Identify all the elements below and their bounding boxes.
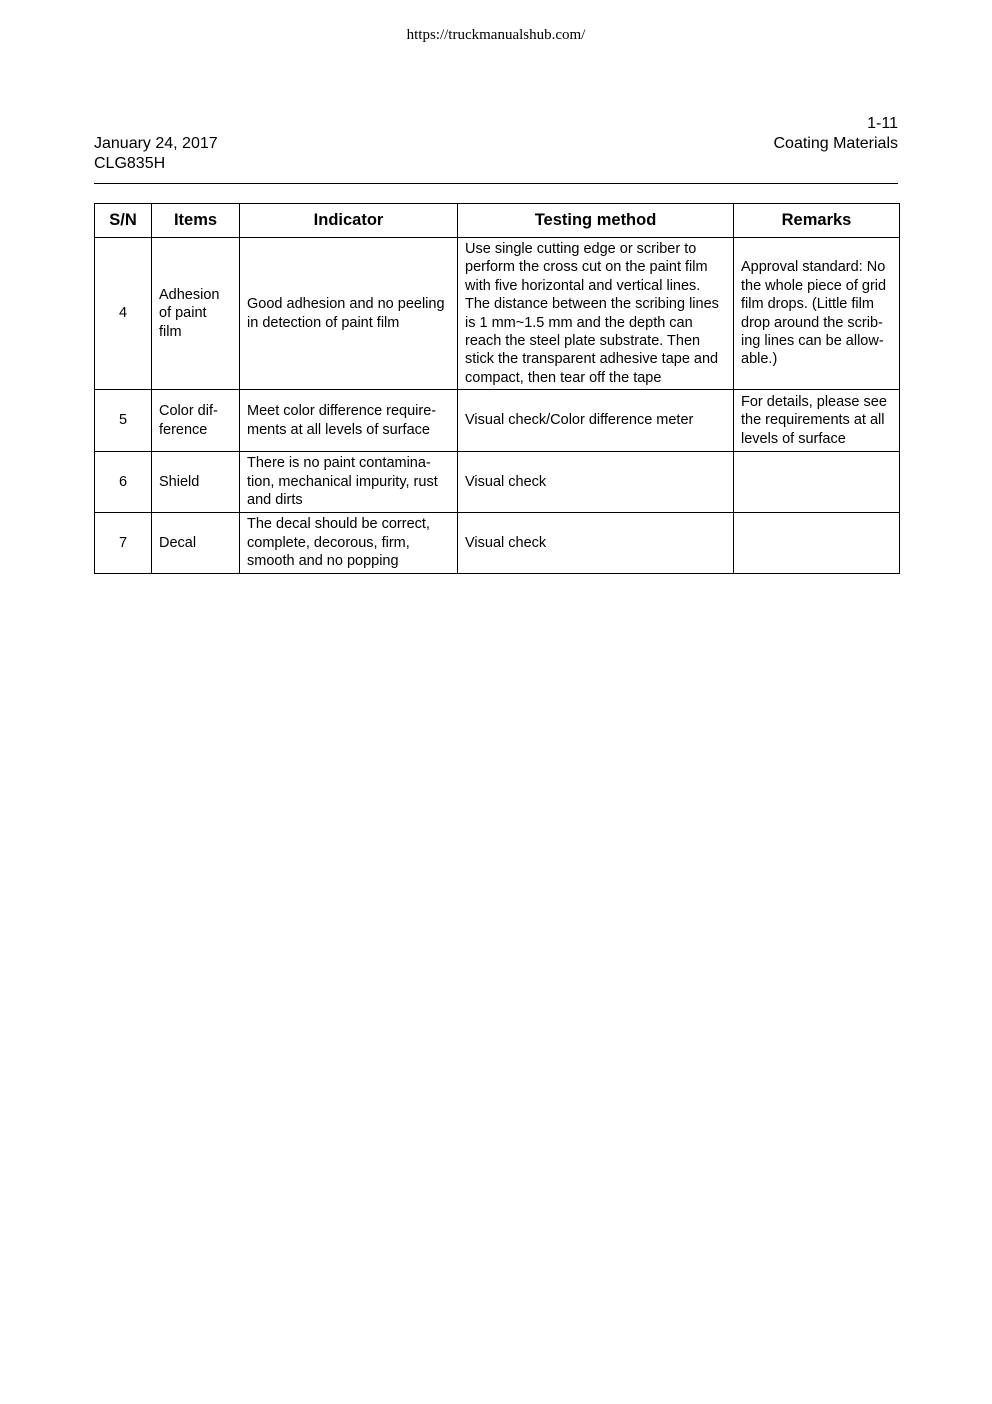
column-header-sn: S/N — [95, 204, 152, 238]
table-header-row — [95, 204, 900, 238]
cell-remarks — [734, 452, 900, 513]
cell-remarks — [734, 513, 900, 574]
header-divider — [94, 183, 898, 184]
cell-item: Color dif-ference — [152, 390, 240, 452]
table-row — [95, 513, 900, 574]
cell-sn: 4 — [95, 238, 152, 390]
cell-remarks: For details, please see the requirements at all levels of surface — [734, 390, 900, 452]
cell-sn: 6 — [95, 452, 152, 513]
document-date: January 24, 2017 — [94, 135, 218, 152]
table-row — [95, 238, 900, 390]
section-title: Coating Materials — [773, 135, 898, 152]
header-right — [774, 114, 899, 154]
table-row — [95, 390, 900, 452]
cell-testing-method: Use single cutting edge or scriber to perform the cross cut on the paint film with five horizontal and vertical lines. The distance between the scribing lines is 1 mm~1.5 mm and the depth can reach the steel plate substrate. Then stick the transparent adhesive tape and compact, then tear off the tape — [458, 238, 734, 390]
header-left — [94, 134, 218, 174]
cell-item: Shield — [152, 452, 240, 513]
cell-testing-method: Visual check/Color difference meter — [458, 390, 734, 452]
machine-model: CLG835H — [94, 155, 166, 172]
column-header-indicator: Indicator — [240, 204, 458, 238]
cell-testing-method: Visual check — [458, 513, 734, 574]
coating-inspection-table — [94, 203, 900, 574]
cell-sn: 7 — [95, 513, 152, 574]
column-header-testing-method: Testing method — [458, 204, 734, 238]
source-url: https://truckmanualshub.com/ — [406, 27, 586, 43]
cell-item: Adhesion of paint film — [152, 238, 240, 390]
column-header-items: Items — [152, 204, 240, 238]
cell-item: Decal — [152, 513, 240, 574]
cell-remarks: Approval standard: No the whole piece of grid film drops. (Little film drop around the scrib-ing lines can be allow-able.) — [734, 238, 900, 390]
cell-sn: 5 — [95, 390, 152, 452]
cell-testing-method: Visual check — [458, 452, 734, 513]
table-row — [95, 452, 900, 513]
column-header-remarks: Remarks — [734, 204, 900, 238]
cell-indicator: Good adhesion and no peeling in detection of paint film — [240, 238, 458, 390]
page-number: 1-11 — [867, 115, 898, 132]
cell-indicator: There is no paint contamina-tion, mechanical impurity, rust and dirts — [240, 452, 458, 513]
cell-indicator: The decal should be correct, complete, decorous, firm, smooth and no popping — [240, 513, 458, 574]
cell-indicator: Meet color difference require-ments at all levels of surface — [240, 390, 458, 452]
